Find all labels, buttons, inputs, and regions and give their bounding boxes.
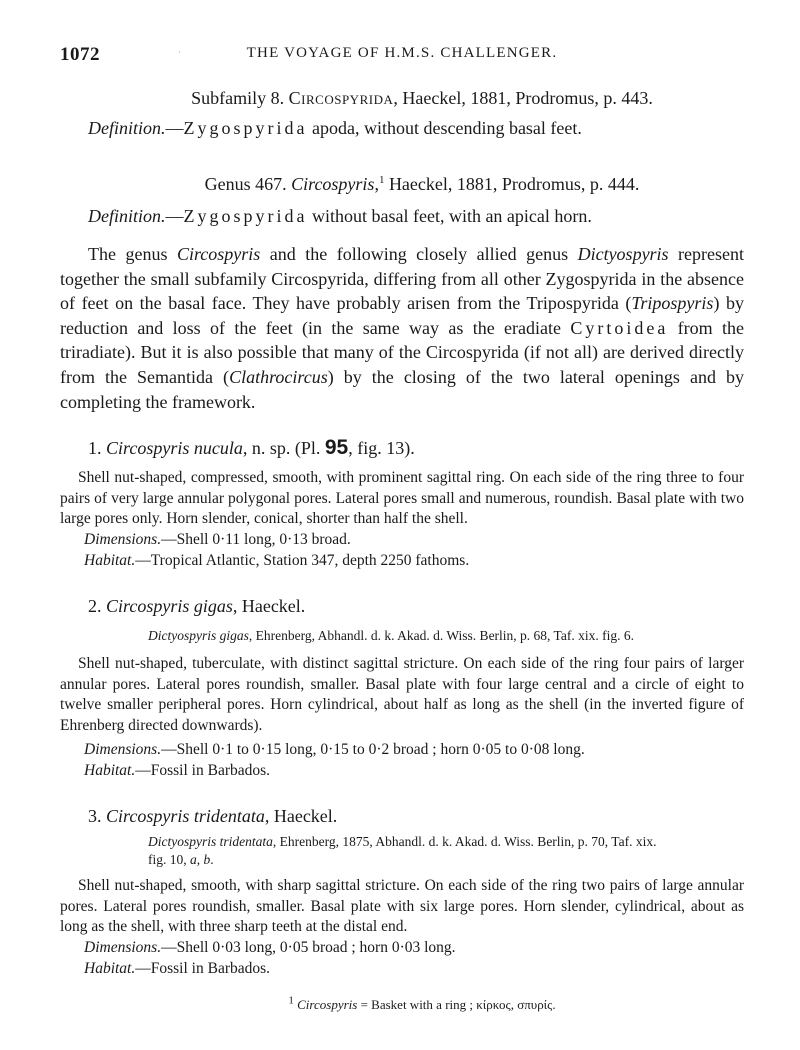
species-name: Circospyris gigas	[106, 596, 233, 616]
page-number: 1072	[60, 44, 100, 65]
species-3-description: Shell nut-shaped, smooth, with sharp sagittal stricture. On each side of the ring two pairs of large annular pores. Lateral pores roundish, smaller. Basal plate with six large pores. Horn slender, cylindrical, about as long as the shell, with three sharp teeth at the distal end.	[60, 877, 744, 935]
definition-label: Definition.	[88, 206, 166, 226]
species-name: Circospyris nucula	[106, 438, 243, 458]
footnote: $^1$ Circospyris = Basket with a ring ; κίρκος, σπυρίς.	[288, 994, 556, 1012]
definition-label: Definition.	[88, 118, 166, 138]
plate-number: 95	[324, 436, 349, 459]
genus-name: Circospyris	[291, 174, 375, 194]
species-1-title: 1. Circospyris nucula, n. sp. (Pl. 95, fig. 13).	[88, 436, 415, 459]
subfamily-name: Circospyrida	[288, 88, 394, 108]
dimensions-line: Dimensions.—Shell 0·1 to 0·15 long, 0·15 to 0·2 broad ; horn 0·05 to 0·08 long.	[84, 741, 585, 758]
intro-paragraph: The genus Circospyris and the following closely allied genus Dictyospyris represent together the small subfamily Circospyrida, differing from all other Zygospyrida in the absence of feet on the basal face. They have probably arisen from the Tripospyrida (Tripospyris) by reduction and loss of the feet (in the same way as the eradiate Cyrtoidea from the triradiate). But it is also possible that many of the Circospyrida (if not all) are derived directly from the Semantida (Clathrocircus) by the closing of the two lateral openings and by completing the framework.	[60, 244, 745, 412]
species-name: Circospyris tridentata	[106, 806, 265, 826]
habitat-line: Habitat.—Tropical Atlantic, Station 347, depth 2250 fathoms.	[84, 551, 470, 569]
habitat-line: Habitat.—Fossil in Barbados.	[84, 959, 271, 977]
subfamily-definition: Definition.—Zygospyrida apoda, without descending basal feet.	[88, 118, 582, 138]
genus-heading: Genus 467. Circospyris,$^1$ Haeckel, 1881, Prodromus, p. 444.	[204, 174, 640, 194]
page-header	[60, 44, 744, 68]
habitat-line: Habitat.—Fossil in Barbados.	[84, 761, 271, 779]
header-dot: ·	[178, 48, 181, 57]
species-1-description: Shell nut-shaped, compressed, smooth, with prominent sagittal ring. On each side of the ring three to four pairs of very large annular polygonal pores. Lateral pores small and numerous, roundish. Basal plate with two large pores only. Horn slender, conical, shorter than half the shell.	[60, 469, 744, 527]
species-3-meta	[60, 938, 744, 979]
genus-definition: Definition.—Zygospyrida without basal feet, with an apical horn.	[88, 206, 592, 226]
species-2-meta	[60, 740, 744, 781]
dimensions-line: Dimensions.—Shell 0·03 long, 0·05 broad ; horn 0·03 long.	[84, 939, 456, 956]
species-3-synonym: Dictyospyris tridentata, Ehrenberg, 1875, Abhandl. d. k. Akad. d. Wiss. Berlin, p. 70, Taf. xix. fig. 10, a, b.	[148, 834, 657, 867]
running-title: THE VOYAGE OF H.M.S. CHALLENGER.	[246, 45, 558, 61]
footnote-term: Circospyris	[297, 997, 358, 1012]
species-3-title: 3. Circospyris tridentata, Haeckel.	[88, 806, 338, 826]
species-1-meta	[60, 530, 744, 571]
footnote-mark: 1	[378, 174, 385, 186]
species-2-description: Shell nut-shaped, tuberculate, with distinct sagittal stricture. On each side of the ring four pairs of larger annular pores. Lateral pores roundish, smaller. Basal plate with four large central and a circle of eight to twelve smaller peripheral pores. Horn cylindrical, about half as long as the shell (in the inverted figure of Ehrenberg directed downwards).	[60, 655, 744, 734]
dimensions-line: Dimensions.—Shell 0·11 long, 0·13 broad.	[84, 531, 351, 548]
species-2-title: 2. Circospyris gigas, Haeckel.	[88, 596, 306, 616]
definition-term: Zygospyrida	[183, 118, 308, 138]
species-2-synonym: Dictyospyris gigas, Ehrenberg, Abhandl. d. k. Akad. d. Wiss. Berlin, p. 68, Taf. xix. fig. 6.	[148, 628, 634, 643]
definition-term: Zygospyrida	[183, 206, 308, 226]
subfamily-heading: Subfamily 8. Circospyrida, Haeckel, 1881, Prodromus, p. 443.	[191, 88, 653, 108]
